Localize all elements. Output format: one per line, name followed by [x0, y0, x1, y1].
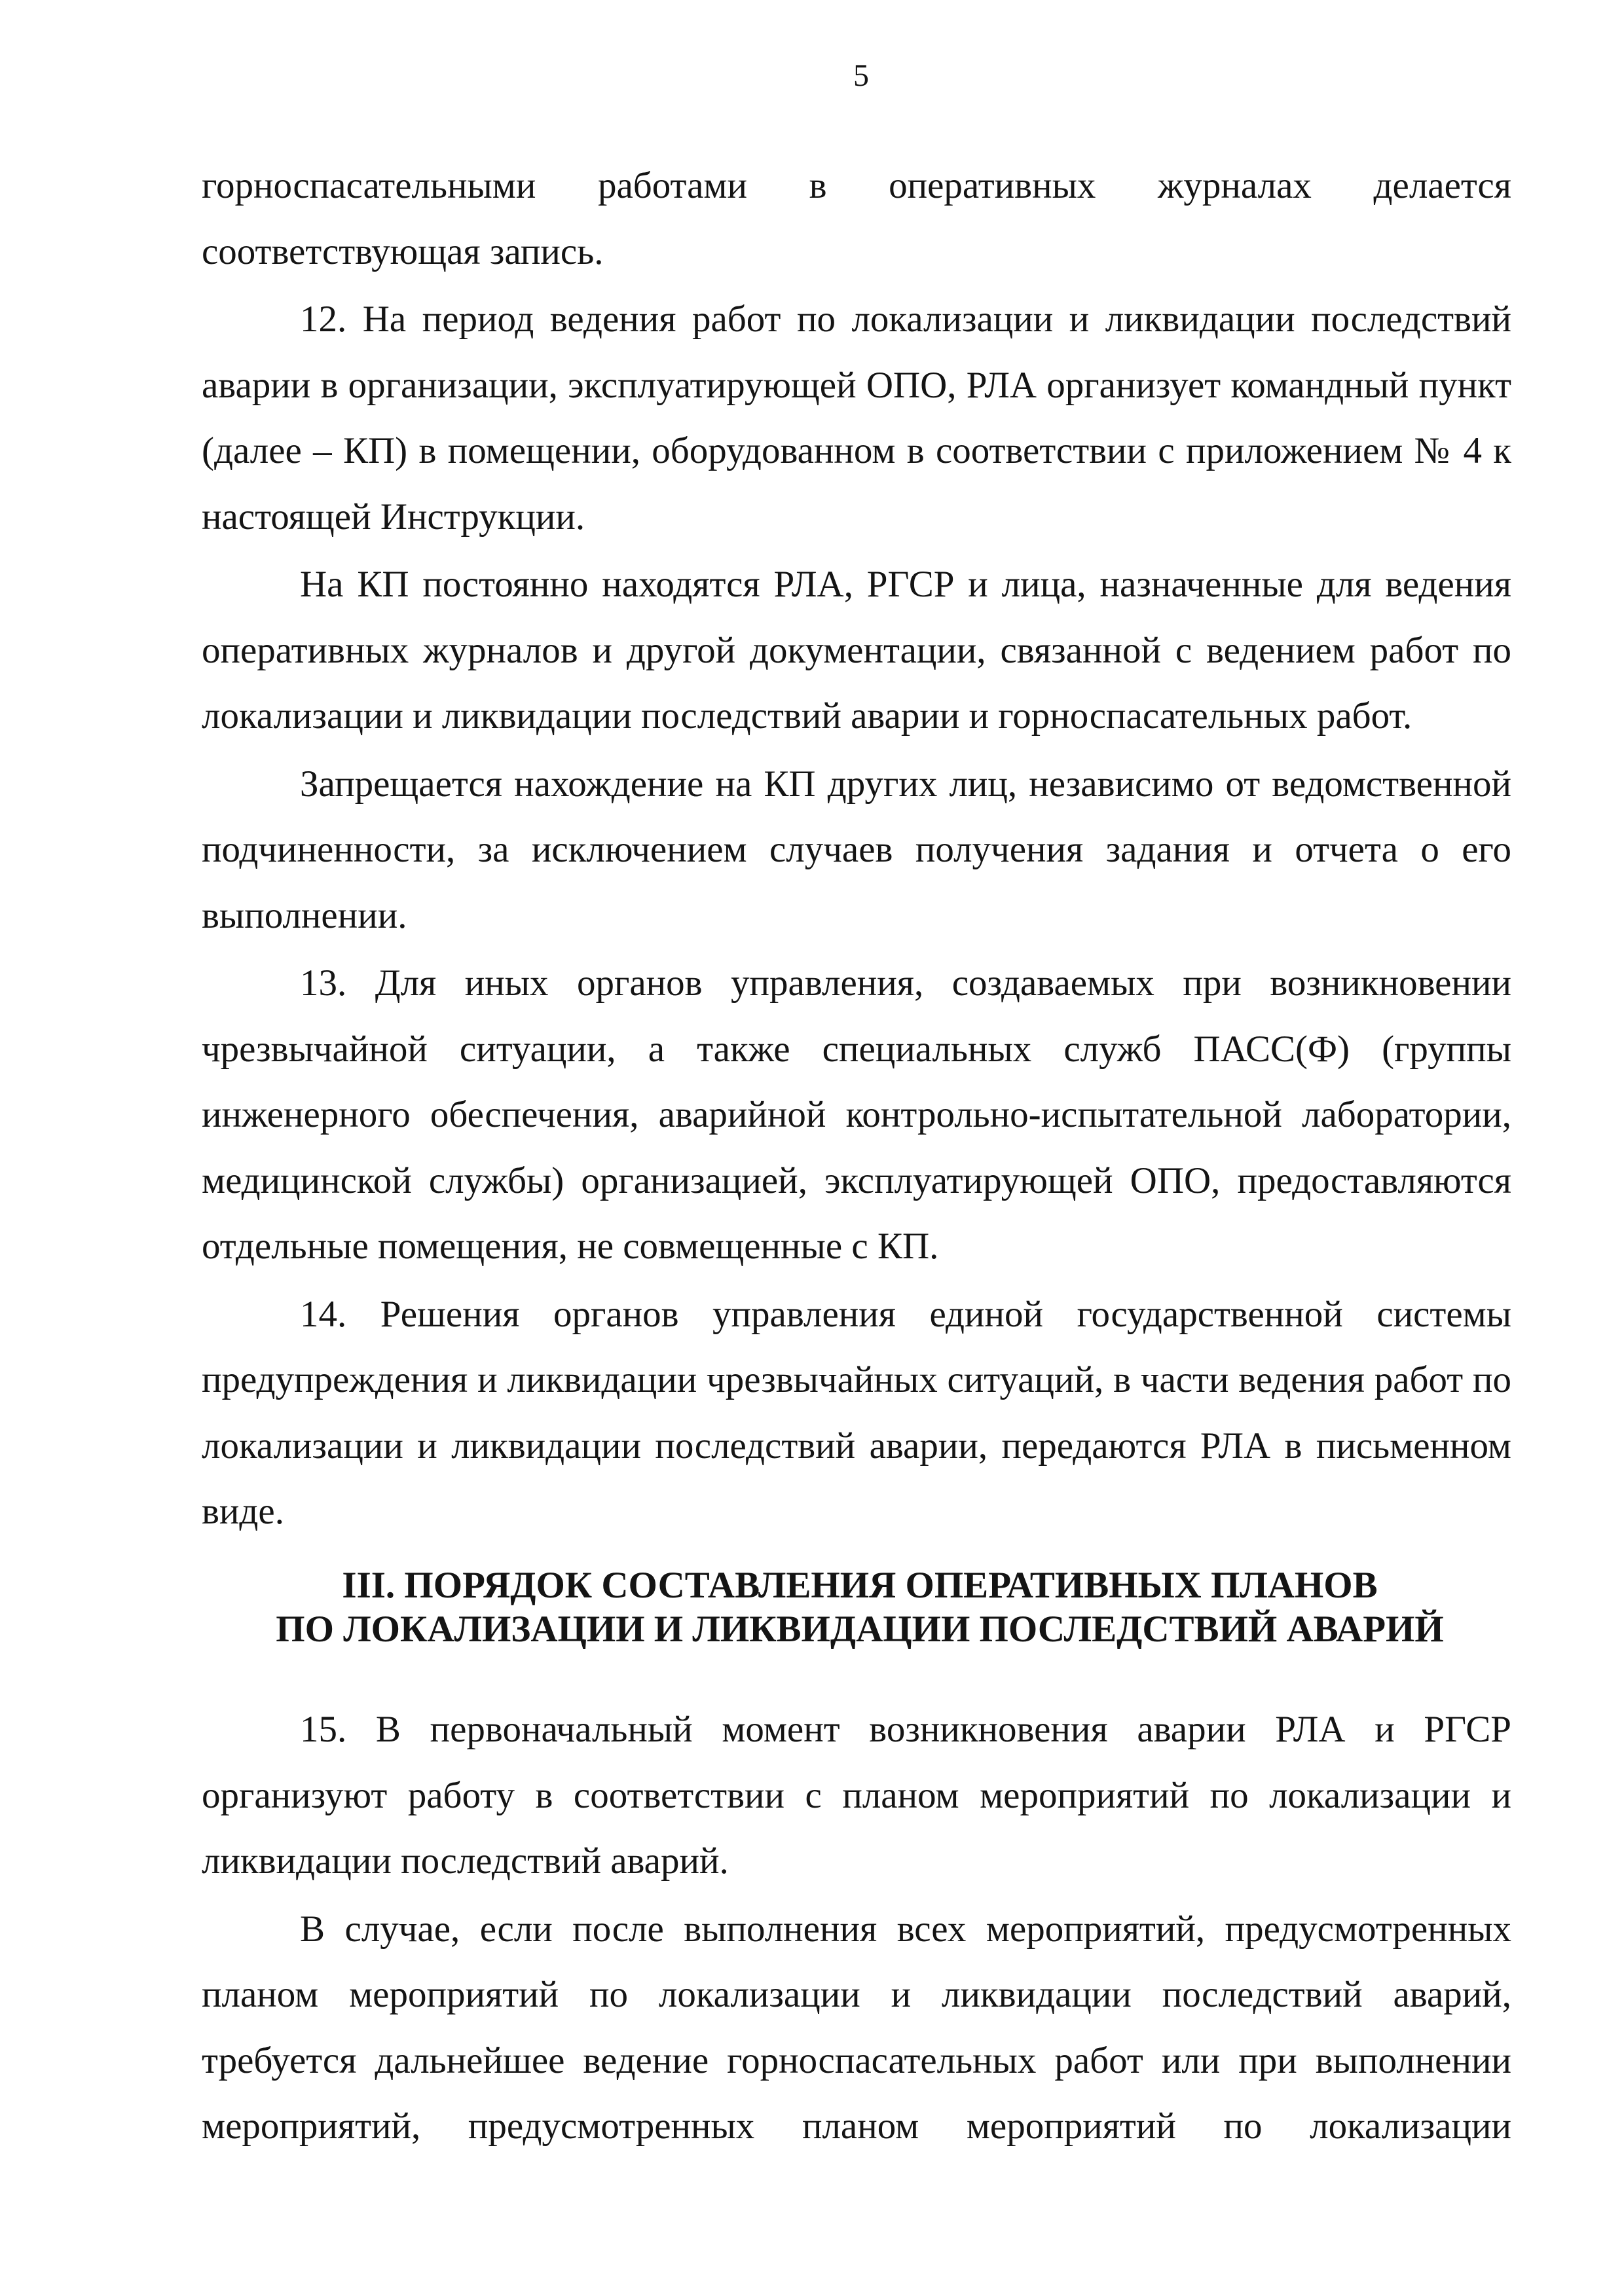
- paragraph-item-13: 13. Для иных органов управления, создаваемых при возникновении чрезвычайной ситуации, а также специальных служб ПАСС(Ф) (группы инженерного обеспечения, аварийной контрольно-испытательной лаборатории, медицинской службы) организацией, эксплуатирующей ОПО, предоставляются отдельные помещения, не совмещенные с КП.: [202, 962, 1511, 1267]
- paragraph-command-post-prohibition: Запрещается нахождение на КП других лиц, независимо от ведомственной подчиненности, за исключением случаев получения задания и отчета о его выполнении.: [202, 763, 1511, 936]
- paragraph-item-15: 15. В первоначальный момент возникновения аварии РЛА и РГСР организуют работу в соответствии с планом мероприятий по локализации и ликвидации последствий аварий.: [202, 1709, 1511, 1882]
- body-text-section-3: [202, 1697, 1511, 2160]
- section-heading-line-1: III. ПОРЯДОК СОСТАВЛЕНИЯ ОПЕРАТИВНЫХ ПЛАНОВ: [342, 1565, 1378, 1606]
- paragraph-item-14: 14. Решения органов управления единой государственной системы предупреждения и ликвидации чрезвычайных ситуаций, в части ведения работ по локализации и ликвидации последствий аварии, передаются РЛА в письменном виде.: [202, 1293, 1511, 1532]
- section-heading: [202, 1563, 1518, 1651]
- page-number: 5: [853, 58, 869, 93]
- paragraph-continuation: горноспасательными работами в оперативных журналах делается соответствующая запись.: [202, 165, 1511, 272]
- paragraph-command-post-staff: На КП постоянно находятся РЛА, РГСР и лица, назначенные для ведения оперативных журналов и другой документации, связанной с ведением работ по локализации и ликвидации последствий аварии и горноспасательных работ.: [202, 564, 1511, 737]
- paragraph-item-12: 12. На период ведения работ по локализации и ликвидации последствий аварии в организации, эксплуатирующей ОПО, РЛА организует командный пункт (далее – КП) в помещении, оборудованном в соответствии с приложением № 4 к настоящей Инструкции.: [202, 299, 1511, 538]
- body-text-top: [202, 153, 1511, 1545]
- section-heading-line-2: ПО ЛОКАЛИЗАЦИИ И ЛИКВИДАЦИИ ПОСЛЕДСТВИЙ АВАРИЙ: [276, 1609, 1444, 1650]
- paragraph-continued-on-next-page: В случае, если после выполнения всех мероприятий, предусмотренных планом мероприятий по локализации и ликвидации последствий аварий, требуется дальнейшее ведение горноспасательных работ или при выполнении мероприятий, предусмотренных планом мероприятий по локализации: [202, 1908, 1511, 2147]
